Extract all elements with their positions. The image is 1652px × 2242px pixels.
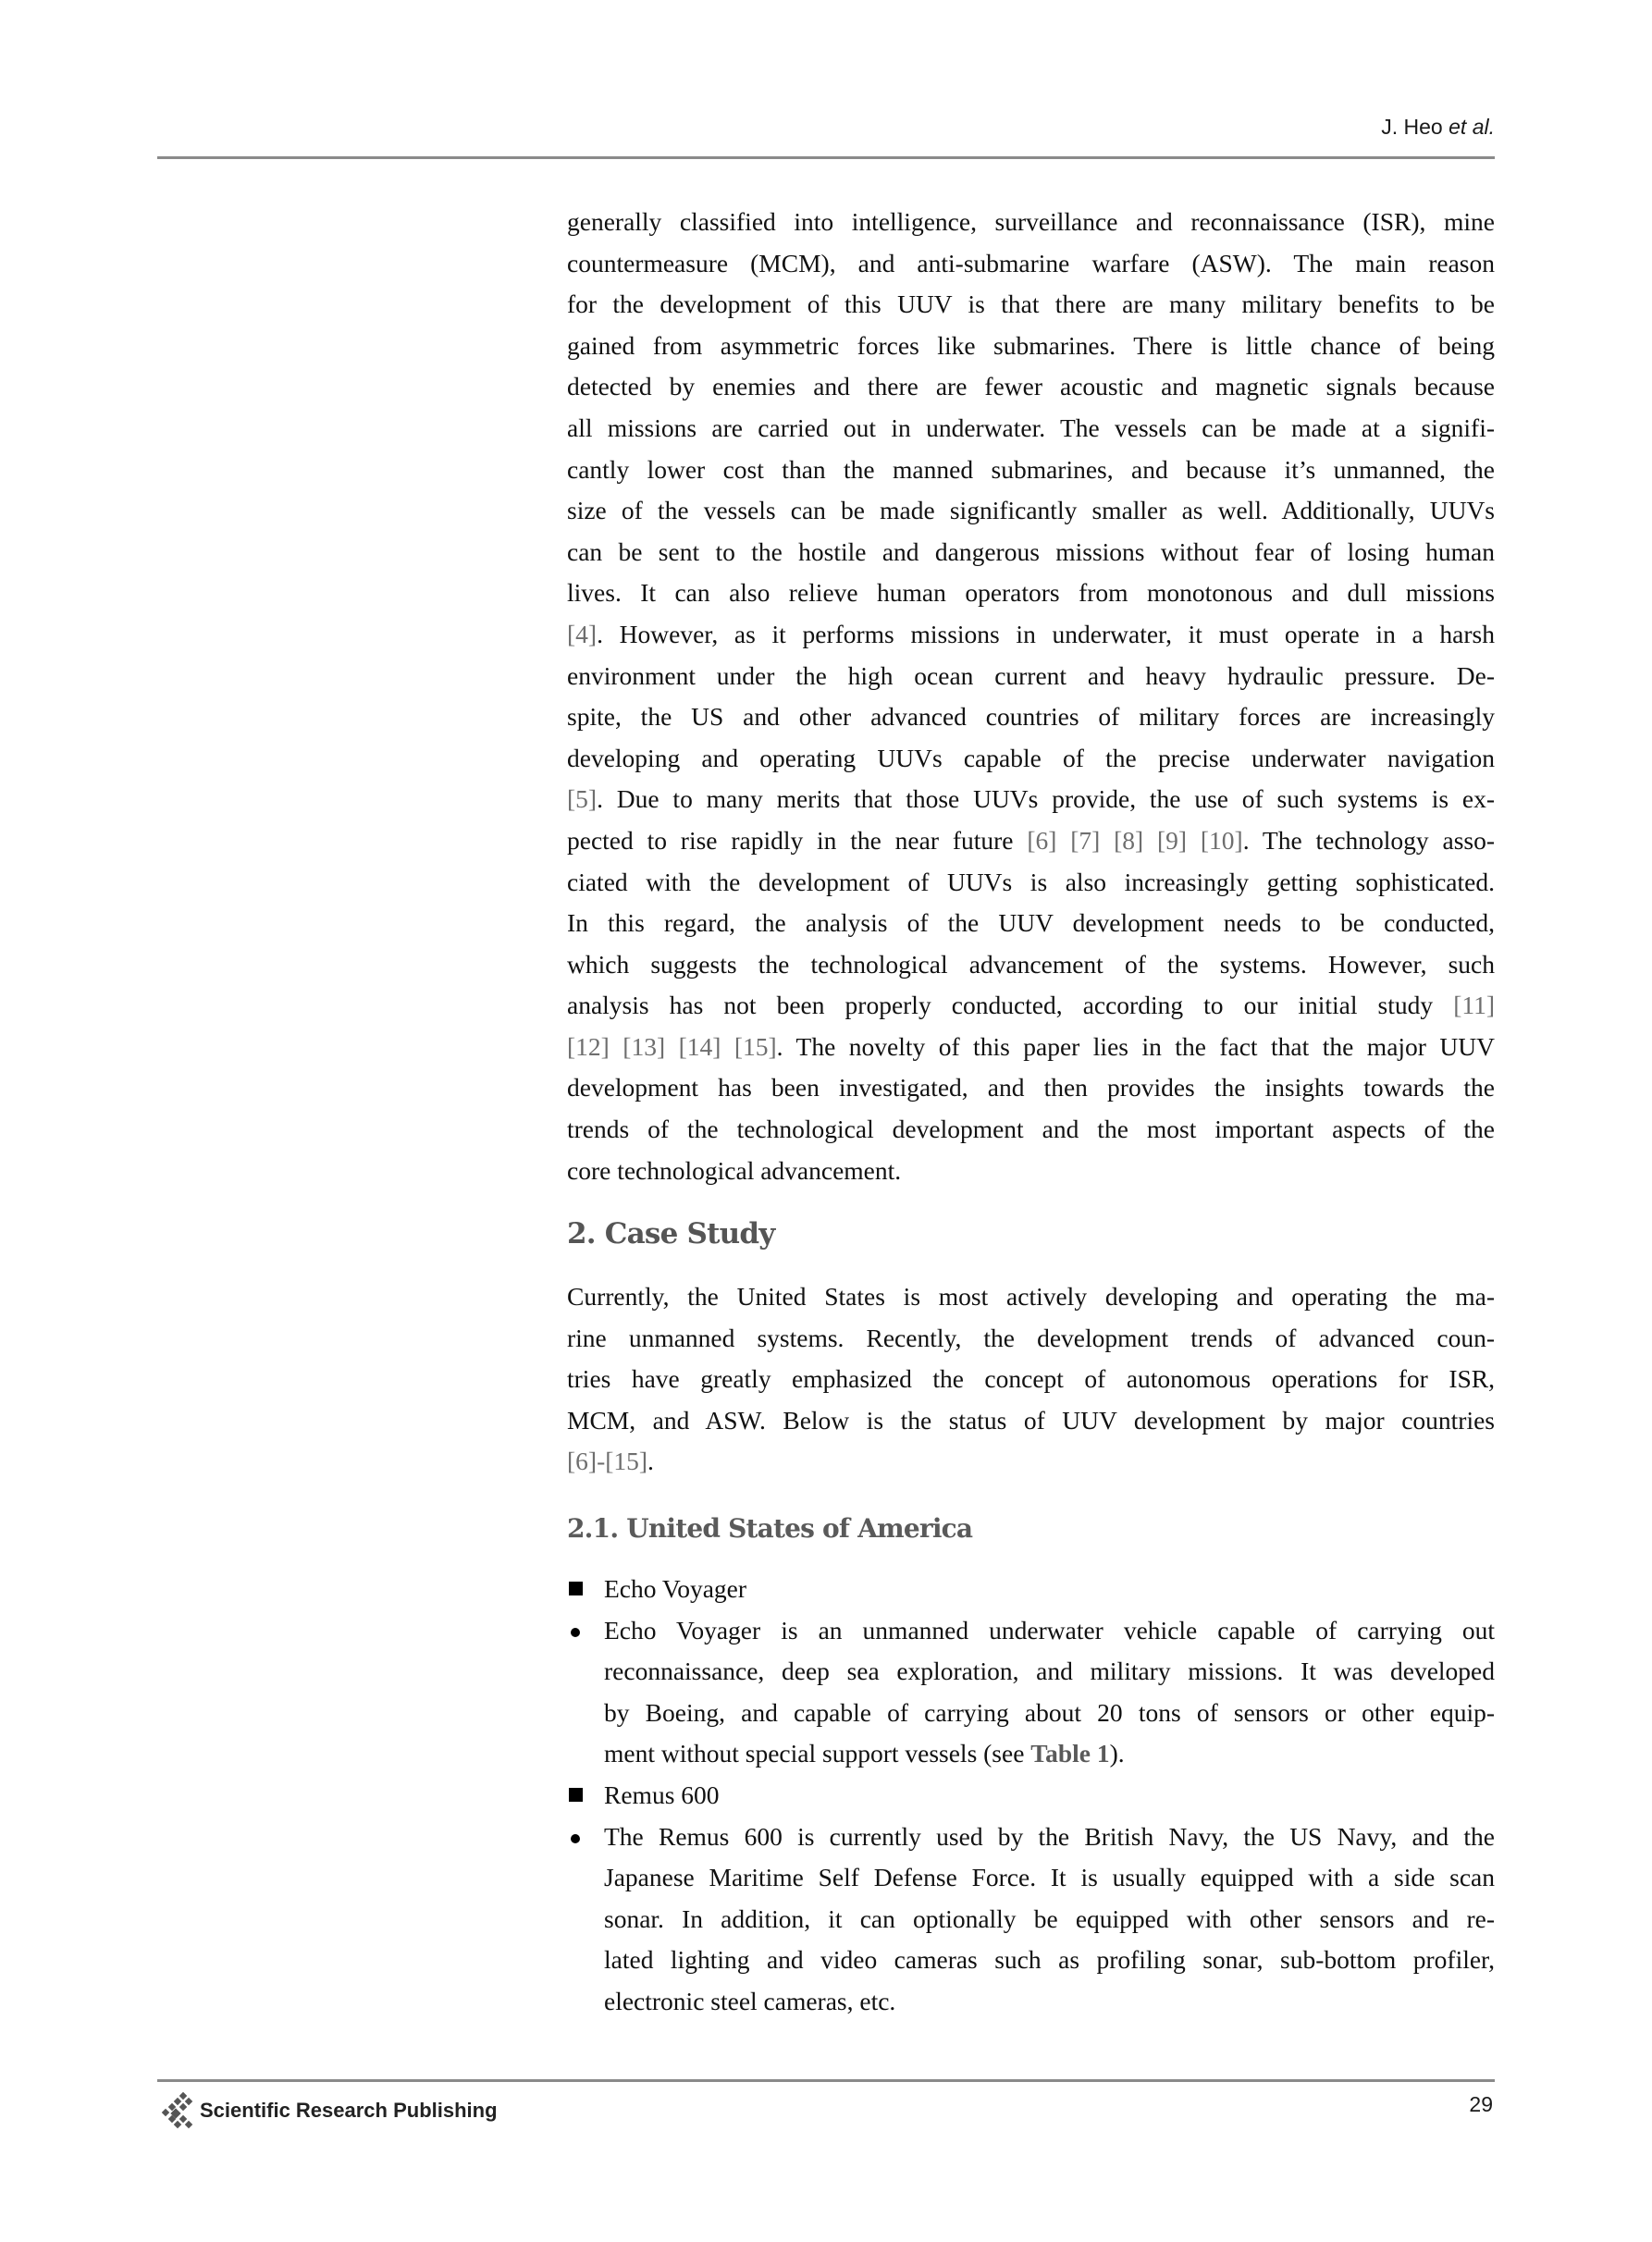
text-line: countermeasure (MCM), and anti-submarine warfare (ASW). The main reason xyxy=(567,248,1495,277)
text-line: Currently, the United States is most actively developing and operating the ma- xyxy=(567,1282,1495,1311)
case-study-paragraph xyxy=(567,1276,1495,1483)
uuv-list xyxy=(567,1569,1495,2023)
text-line: size of the vessels can be made significantly smaller as well. Additionally, UUVs xyxy=(567,496,1495,525)
text-line: analysis has not been properly conducted, according to our initial study [11] xyxy=(567,991,1495,1020)
text-line: Japanese Maritime Self Defense Force. It is usually equipped with a side scan xyxy=(604,1863,1495,1892)
text-line: trends of the technological development and the most important aspects of the xyxy=(567,1115,1495,1144)
intro-paragraph xyxy=(567,202,1495,1191)
text-line: MCM, and ASW. Below is the status of UUV development by major countries xyxy=(567,1405,1495,1435)
square-bullet-icon xyxy=(567,1775,604,1817)
section-heading-case-study: 2. Case Study xyxy=(567,1217,775,1250)
text-line: ment without special support vessels (see Table 1). xyxy=(604,1739,1125,1768)
text-line: The Remus 600 is currently used by the British Navy, the US Navy, and the xyxy=(604,1821,1495,1851)
text-line: lives. It can also relieve human operators from monotonous and dull missions xyxy=(567,578,1495,608)
text-line: cantly lower cost than the manned submarines, and because it’s unmanned, the xyxy=(567,454,1495,484)
text-line: environment under the high ocean current and heavy hydraulic pressure. De- xyxy=(567,660,1495,690)
text-line: Echo Voyager xyxy=(604,1574,747,1603)
text-line: generally classified into intelligence, surveillance and reconnaissance (ISR), mine xyxy=(567,207,1495,236)
list-item xyxy=(567,1610,1495,1775)
square-bullet-icon xyxy=(567,1569,604,1610)
list-item-heading xyxy=(567,1569,1495,1610)
citation-link[interactable]: [6] [7] [8] [9] [10] xyxy=(1027,825,1243,855)
text-line: In this regard, the analysis of the UUV development needs to be conducted, xyxy=(567,908,1495,938)
text-line: gained from asymmetric forces like submarines. There is little chance of being xyxy=(567,330,1495,360)
text-line: tries have greatly emphasized the concept of autonomous operations for ISR, xyxy=(567,1364,1495,1394)
citation-link[interactable]: [4] xyxy=(567,619,598,648)
round-bullet-icon xyxy=(567,1817,604,1858)
publisher-name: Scientific Research Publishing xyxy=(200,2099,498,2122)
text-line: development has been investigated, and then provides the insights towards the xyxy=(567,1073,1495,1103)
publisher-logo xyxy=(159,2092,498,2129)
text-line: [12] [13] [14] [15]. The novelty of this paper lies in the fact that the major UUV xyxy=(567,1031,1495,1061)
text-line: [5]. Due to many merits that those UUVs provide, the use of such systems is ex- xyxy=(567,784,1495,814)
citation-link[interactable]: [12] [13] [14] [15] xyxy=(567,1031,777,1061)
text-line: can be sent to the hostile and dangerous missions without fear of losing human xyxy=(567,536,1495,566)
citation-link[interactable]: [5] xyxy=(567,784,598,814)
running-header-et-al: et al. xyxy=(1449,115,1495,139)
header-rule xyxy=(157,156,1495,159)
text-line: developing and operating UUVs capable of the precise underwater navigation xyxy=(567,743,1495,772)
text-line: lated lighting and video cameras such as profiling sonar, sub-bottom profiler, xyxy=(604,1945,1495,1975)
citation-link[interactable]: [11] xyxy=(1453,991,1495,1020)
footer-rule xyxy=(157,2079,1495,2082)
text-line: pected to rise rapidly in the near future [6] [7] [8] [9] [10]. The technology asso- xyxy=(567,825,1496,855)
list-item-heading xyxy=(567,1775,1495,1817)
text-line: reconnaissance, deep sea exploration, and military missions. It was developed xyxy=(604,1657,1495,1686)
text-line: all missions are carried out in underwater. The vessels can be made at a signifi- xyxy=(567,413,1495,442)
text-line: for the development of this UUV is that there are many military benefits to be xyxy=(567,289,1495,319)
subsection-heading-usa: 2.1. United States of America xyxy=(567,1513,973,1544)
list-item xyxy=(567,1817,1495,2023)
citation-link[interactable]: [6]-[15] xyxy=(567,1447,648,1476)
text-line: Echo Voyager is an unmanned underwater vehicle capable of carrying out xyxy=(604,1615,1495,1645)
running-header xyxy=(1381,115,1495,140)
round-bullet-icon xyxy=(567,1610,604,1652)
text-line: spite, the US and other advanced countries of military forces are increasingly xyxy=(567,702,1495,732)
text-line: rine unmanned systems. Recently, the development trends of advanced coun- xyxy=(567,1323,1495,1352)
text-line: core technological advancement. xyxy=(567,1155,902,1185)
text-line: by Boeing, and capable of carrying about 20 tons of sensors or other equip- xyxy=(604,1697,1495,1727)
text-line: [6]-[15]. xyxy=(567,1447,654,1476)
text-line: [4]. However, as it performs missions in underwater, it must operate in a harsh xyxy=(567,619,1495,648)
publisher-diamond-grid-icon xyxy=(159,2092,194,2129)
text-line: ciated with the development of UUVs is also increasingly getting sophisticated. xyxy=(567,867,1495,896)
text-line: which suggests the technological advancement of the systems. However, such xyxy=(567,949,1495,979)
text-line: detected by enemies and there are fewer acoustic and magnetic signals because xyxy=(567,372,1495,401)
text-line: electronic steel cameras, etc. xyxy=(604,1986,896,2015)
page-number: 29 xyxy=(1469,2092,1493,2116)
text-line: sonar. In addition, it can optionally be equipped with other sensors and re- xyxy=(604,1903,1495,1933)
running-header-author: J. Heo xyxy=(1381,115,1443,139)
text-line: Remus 600 xyxy=(604,1780,720,1809)
table-reference-link[interactable]: Table 1 xyxy=(1030,1739,1110,1768)
